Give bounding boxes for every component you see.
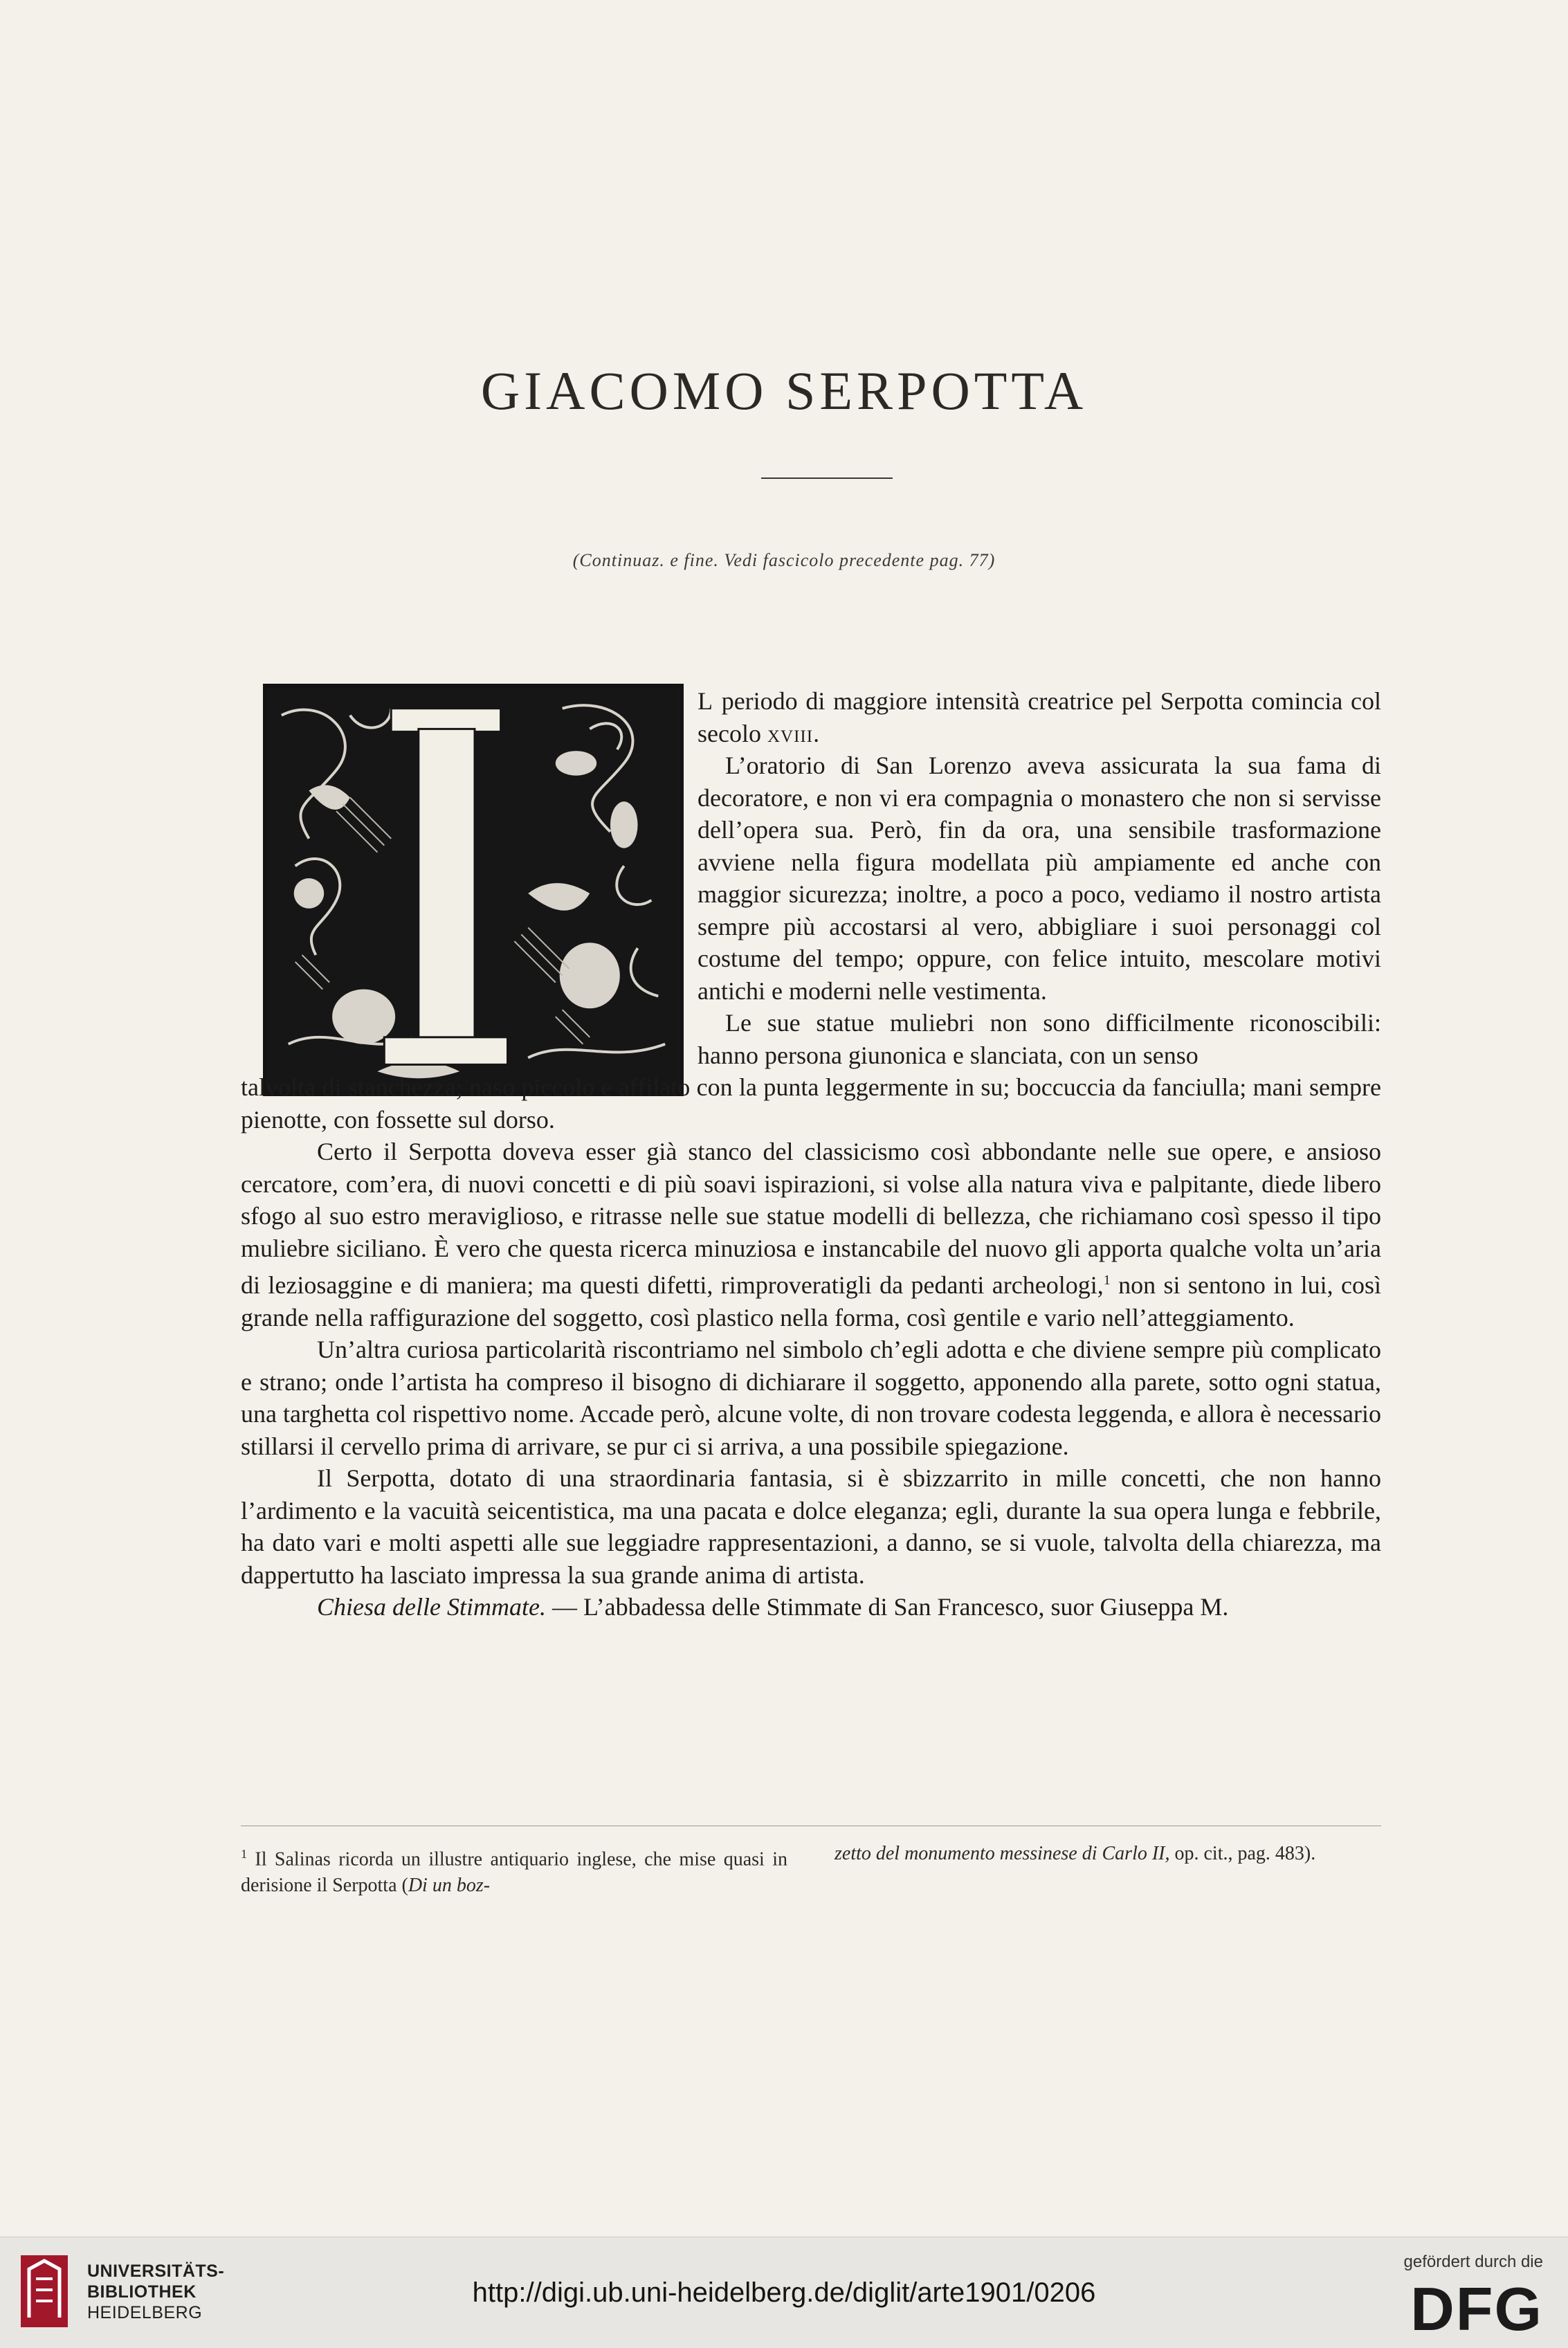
footnote bbox=[241, 1841, 1381, 1899]
permalink-url[interactable]: http://digi.ub.uni-heidelberg.de/diglit/arte1901/0206 bbox=[472, 2277, 1096, 2308]
paragraph-5: Un’altra curiosa particolarità riscontriamo nel simbolo ch’egli adotta e che diviene sempre più complicato e strano; onde l’artista ha compreso il bisogno di dichiarare il soggetto, apponendo alla parete, sotto ogni statua, una targhetta col rispettivo nome. Accade però, alcune volte, di non trovare codesta leggenda, e allora è necessario stillarsi il cervello prima di arrivare, se pur ci si arriva, a una possibile spiegazione. bbox=[241, 1336, 1381, 1460]
dfg-logo: DFG bbox=[1410, 2275, 1543, 2343]
drop-cap-continuation: L bbox=[698, 687, 713, 715]
footnote-left-column bbox=[241, 1841, 787, 1899]
footnote-right-italic: zetto del monumento messinese di Carlo II, bbox=[835, 1843, 1170, 1864]
title-divider bbox=[761, 477, 893, 479]
library-banner bbox=[0, 2237, 1568, 2348]
paragraph-4-end: non si sentono in lui, così grande nella raffigurazione del soggetto, così plastico nella forma, così gentile e vario nell’atteggiamento. bbox=[241, 1271, 1382, 1331]
paragraph-3b: talvolta di stanchezza; naso piccolo e affilato con la punta leggermente in su; boccuccia da fanciulla; mani sempre pienotte, con fossette sul dorso. bbox=[241, 1073, 1381, 1134]
initial-wrap-area bbox=[698, 685, 1381, 1071]
paragraph-4-text: Certo il Serpotta doveva esser già stanco del classicismo così abbondante nelle sue opere, e ansioso cercatore, com’era, di nuovi concetti e di più soavi ispirazioni, si volse alla natura viva e palpitante, diede libero sfogo al suo estro meraviglioso, e ritrasse nelle sue statue modelli di bellezza, che richiamano così spesso il tipo muliebre siciliano. È vero che questa ricerca minuziosa e instancabile del nuovo gli apporta qualche volta un’aria di leziosaggine e di maniera; ma questi difetti, rimproveratigli da pedanti archeologi, bbox=[241, 1138, 1381, 1299]
paragraph-1 bbox=[698, 685, 1381, 749]
funding-note: gefördert durch die bbox=[1403, 2253, 1543, 2271]
article-title: GIACOMO SERPOTTA bbox=[480, 361, 1088, 421]
century-numeral: xviii bbox=[767, 719, 814, 747]
footnote-right-text: op. cit., pag. 483). bbox=[1169, 1843, 1316, 1864]
footnote-left-italic: Di un boz- bbox=[408, 1875, 491, 1897]
article-subtitle: (Continuaz. e fine. Vedi fascicolo precedente pag. 77) bbox=[572, 550, 996, 570]
library-name-line3: HEIDELBERG bbox=[87, 2303, 203, 2322]
paragraph-1-end: . bbox=[813, 719, 820, 747]
footnote-left-text: Il Salinas ricorda un illustre antiquario inglese, che mise quasi in derisione il Serpotta ( bbox=[241, 1848, 787, 1897]
paragraph-2: L’oratorio di San Lorenzo aveva assicurata la sua fama di decoratore, e non vi era compagnia o monastero che non si servisse dell’opera sua. Però, fin da ora, una sensibile trasformazione avviene nella figura modellata più ampiamente ed anche con maggior sicurezza; inoltre, a poco a poco, vediamo il nostro artista sempre più accostarsi al vero, abbigliare i suoi personaggi col costume del tempo; oppure, con felice intuito, mescolare motivi antichi e moderni nelle vestimenta. bbox=[698, 752, 1381, 1005]
paragraph-7 bbox=[241, 1591, 1381, 1623]
section-heading-inline: Chiesa delle Stimmate. bbox=[317, 1593, 546, 1621]
paragraph-3a: Le sue statue muliebri non sono difficilmente riconoscibili: hanno persona giunonica e slanciata, con un senso bbox=[698, 1009, 1381, 1069]
paragraph-4 bbox=[241, 1136, 1381, 1334]
library-name-line2: BIBLIOTHEK bbox=[87, 2282, 197, 2302]
footnote-right-column bbox=[835, 1841, 1381, 1899]
paragraph-1-text: periodo di maggiore intensità creatrice pel Serpotta comincia col secolo bbox=[698, 687, 1381, 747]
library-name-line1: UNIVERSITÄTS- bbox=[87, 2261, 225, 2281]
paragraph-7-text: — L’abbadessa delle Stimmate di San Francesco, suor Giuseppa M. bbox=[545, 1593, 1229, 1621]
footnote-reference: 1 bbox=[1103, 1273, 1111, 1288]
article-body bbox=[241, 685, 1381, 1623]
footnote-mark: 1 bbox=[241, 1847, 247, 1861]
paragraph-6: Il Serpotta, dotato di una straordinaria fantasia, si è sbizzarrito in mille concetti, che non hanno l’ardimento e la vacuità seicentistica, ma una pacata e dolce eleganza; egli, durante la sua opera lunga e febbrile, ha dato vari e molti aspetti alle sue leggiadre rappresentazioni, a danno, se si vuole, talvolta della chiarezza, ma dappertutto ha lasciato impressa la sua grande anima di artista. bbox=[241, 1464, 1381, 1589]
